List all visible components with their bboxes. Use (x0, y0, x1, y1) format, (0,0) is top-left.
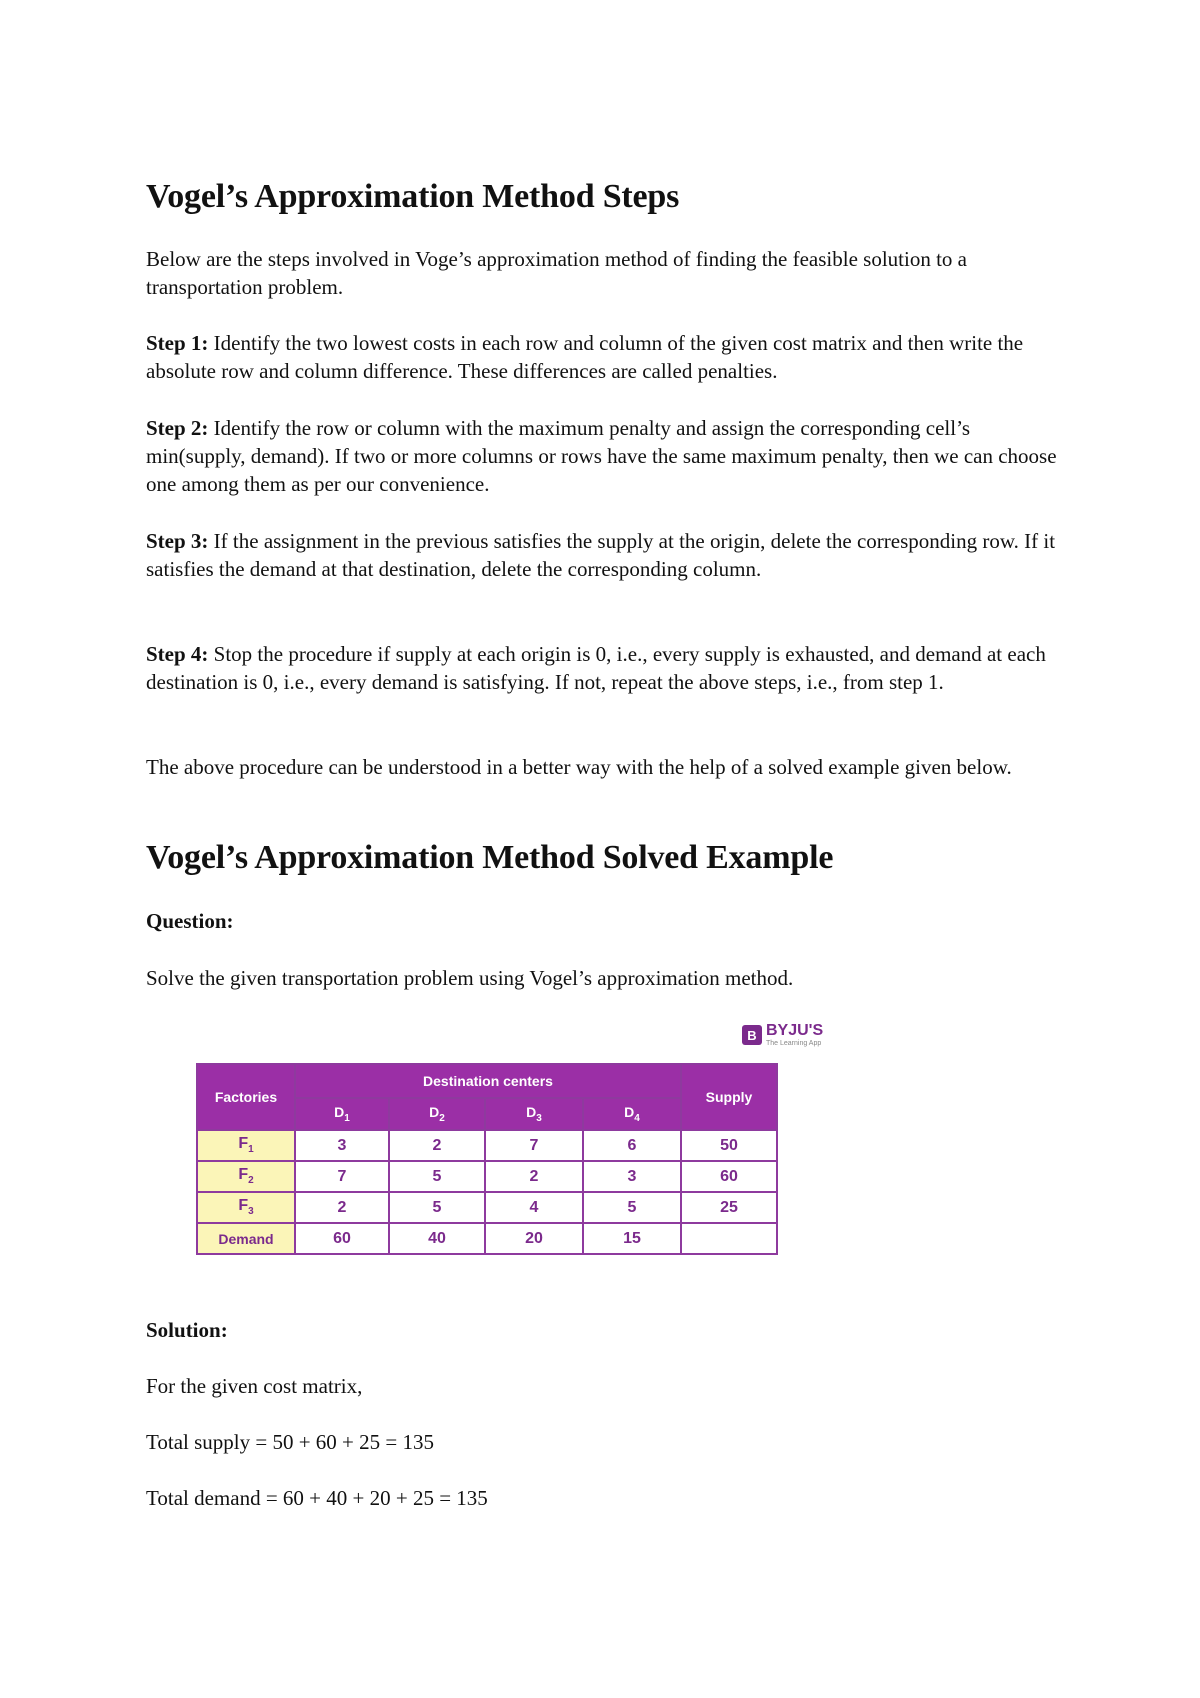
cost-cell: 3 (295, 1130, 389, 1161)
step-2-label: Step 2: (146, 416, 209, 440)
cost-cell: 4 (485, 1192, 583, 1223)
cost-cell: 3 (583, 1161, 681, 1192)
factory-label: $F_2$ (197, 1161, 295, 1192)
supply-cell: 60 (681, 1161, 777, 1192)
byjus-logo-tagline: The Learning App (766, 1040, 822, 1047)
destination-header: $D_2$ (389, 1098, 485, 1130)
corner-header: Factories (197, 1064, 295, 1130)
question-label (146, 907, 1066, 935)
byjus-logo (742, 1022, 823, 1048)
step-2-text: Identify the row or column with the maximum penalty and assign the corresponding cell’s min(supply, demand). If two or more columns or rows have the same maximum penalty, then we can choose one among them as per our convenience. (146, 416, 1057, 496)
cost-cell: 5 (583, 1192, 681, 1223)
supply-cell: 50 (681, 1130, 777, 1161)
destination-header: $D_3$ (485, 1098, 583, 1130)
cost-cell: 5 (389, 1161, 485, 1192)
outro-paragraph: The above procedure can be understood in a better way with the help of a solved example given below. (146, 755, 1012, 779)
step-3-text: If the assignment in the previous satisfies the supply at the origin, delete the corresponding row. If it satisfies the demand at that destination, delete the corresponding column. (146, 529, 1056, 581)
transportation-table (196, 1063, 778, 1255)
empty-cell (681, 1223, 777, 1254)
destination-header: $D_1$ (295, 1098, 389, 1130)
solution-intro: For the given cost matrix, (146, 1374, 363, 1398)
byjus-logo-name: BYJU'S (766, 1022, 824, 1039)
table-row (197, 1192, 777, 1223)
cost-cell: 6 (583, 1130, 681, 1161)
demand-label: Demand (197, 1223, 295, 1254)
heading-steps: Vogel’s Approximation Method Steps (146, 178, 680, 215)
demand-cell: 40 (389, 1223, 485, 1254)
cost-cell: 5 (389, 1192, 485, 1223)
supply-header: Supply (681, 1064, 777, 1130)
cost-cell: 7 (485, 1130, 583, 1161)
step-1 (146, 329, 1066, 385)
step-1-label: Step 1: (146, 331, 209, 355)
step-4-label: Step 4: (146, 642, 209, 666)
step-3-label: Step 3: (146, 529, 209, 553)
factory-label: $F_1$ (197, 1130, 295, 1161)
heading-example: Vogel’s Approximation Method Solved Example (146, 839, 834, 876)
step-2 (146, 414, 1066, 498)
solution-label (146, 1316, 1066, 1344)
byjus-logo-mark: B (742, 1025, 762, 1045)
factory-label: $F_3$ (197, 1192, 295, 1223)
demand-cell: 60 (295, 1223, 389, 1254)
cost-cell: 7 (295, 1161, 389, 1192)
table-row (197, 1130, 777, 1161)
destination-group-header: Destination centers (295, 1064, 681, 1098)
cost-cell: 2 (389, 1130, 485, 1161)
step-4 (146, 640, 1066, 696)
total-demand: Total demand = 60 + 40 + 20 + 25 = 135 (146, 1486, 488, 1510)
question-label-text: Question: (146, 909, 234, 933)
question-text: Solve the given transportation problem using Vogel’s approximation method. (146, 966, 794, 990)
total-supply: Total supply = 50 + 60 + 25 = 135 (146, 1430, 434, 1454)
supply-cell: 25 (681, 1192, 777, 1223)
table-row (197, 1161, 777, 1192)
step-4-text: Stop the procedure if supply at each origin is 0, i.e., every supply is exhausted, and demand at each destination is 0, i.e., every demand is satisfying. If not, repeat the above steps, i.e., from step 1. (146, 642, 1046, 694)
intro-paragraph: Below are the steps involved in Voge’s approximation method of finding the feasible solution to a transportation problem. (146, 247, 967, 299)
demand-cell: 20 (485, 1223, 583, 1254)
step-3 (146, 527, 1066, 583)
step-1-text: Identify the two lowest costs in each row and column of the given cost matrix and then write the absolute row and column difference. These differences are called penalties. (146, 331, 1024, 383)
cost-cell: 2 (295, 1192, 389, 1223)
demand-row (197, 1223, 777, 1254)
solution-label-text: Solution: (146, 1318, 228, 1342)
demand-cell: 15 (583, 1223, 681, 1254)
destination-header: $D_4$ (583, 1098, 681, 1130)
cost-cell: 2 (485, 1161, 583, 1192)
